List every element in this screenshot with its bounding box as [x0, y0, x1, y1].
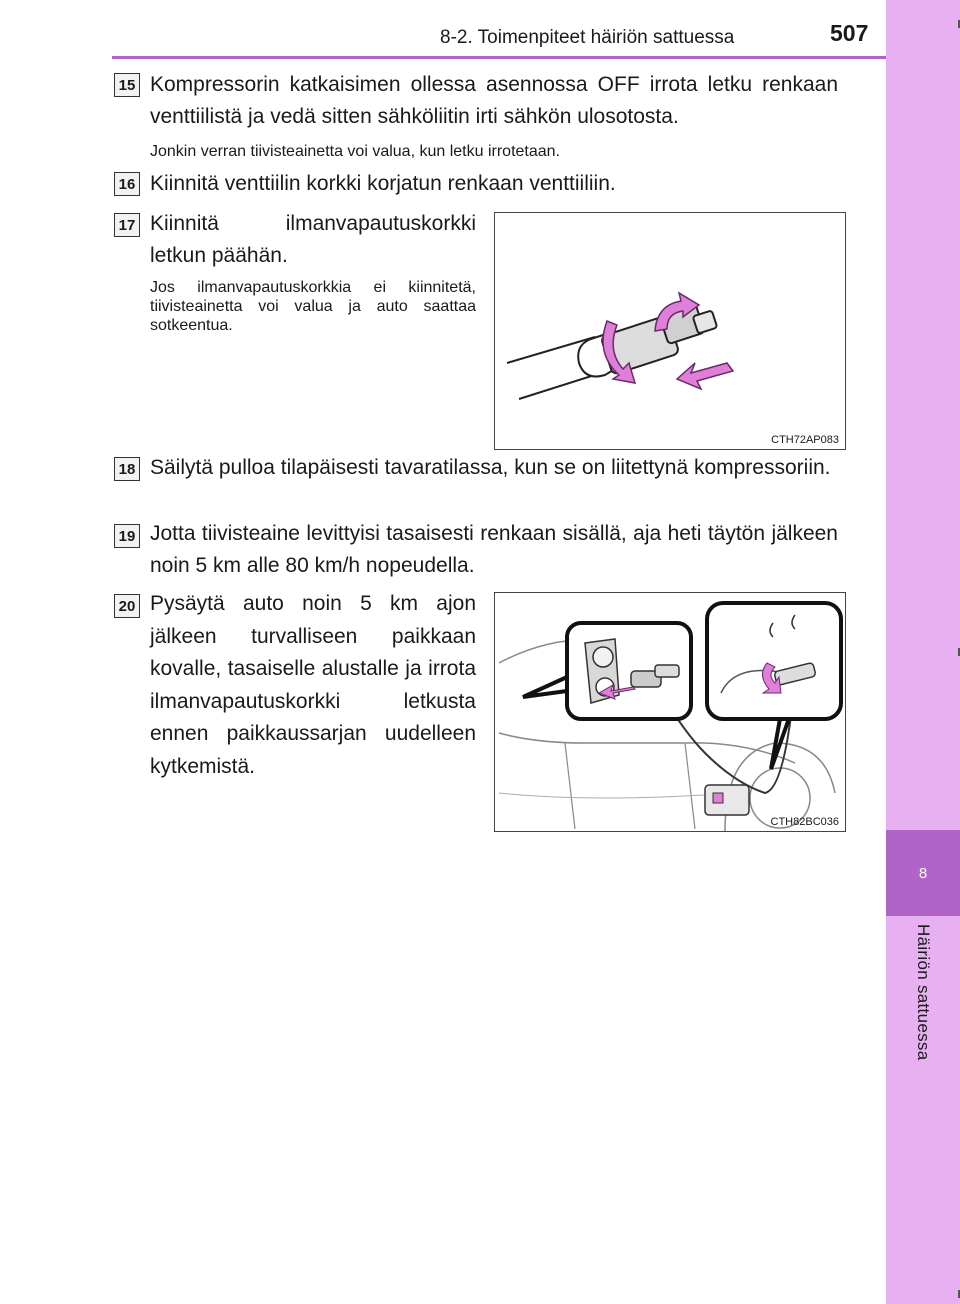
step-15-note: Jonkin verran tiivisteainetta voi valua, kun letku irrotetaan. — [150, 143, 560, 160]
page-number: 507 — [830, 20, 869, 46]
step-17-note: Jos ilmanvapautuskorkkia ei kiinnitetä, tiivisteainetta voi valua ja auto saattaa sotkeentua. — [150, 279, 476, 334]
step-15-text: Kompressorin katkaisimen ollessa asennossa OFF irrota letku renkaan venttiilistä ja vedä sitten sähköliitin irti sähkön ulosotosta. — [150, 73, 838, 128]
step-number-16: 16 — [114, 172, 140, 196]
hose-cap-illustration — [495, 213, 845, 449]
step-number-18: 18 — [114, 457, 140, 481]
car-compressor-illustration — [495, 593, 845, 831]
figure-code-1: CTH72AP083 — [771, 434, 839, 446]
step-20-text: Pysäytä auto noin 5 km ajon jälkeen turvalliseen paikkaan kovalle, tasaiselle alustalle ja irrota ilmanvapautuskorkki letkusta ennen paikkaussarjan uudelleen kytkemistä. — [150, 592, 476, 778]
section-title: 8-2. Toimenpiteet häiriön sattuessa — [440, 27, 735, 48]
header-rule — [112, 56, 886, 59]
step-number-17: 17 — [114, 213, 140, 237]
step-17-text: Kiinnitä ilmanvapautuskorkki letkun päähän. — [150, 212, 476, 267]
step-18-text: Säilytä pulloa tilapäisesti tavaratilassa, kun se on liitettynä kompressoriin. — [150, 456, 831, 479]
step-19-text: Jotta tiivisteaine levittyisi tasaisesti renkaan sisällä, aja heti täytön jälkeen noin 5 km alle 80 km/h nopeudella. — [150, 522, 838, 577]
chapter-side-tab — [886, 0, 960, 1304]
figure-car-compressor — [494, 592, 846, 832]
step-number-20: 20 — [114, 594, 140, 618]
figure-code-2: CTH82BC036 — [770, 816, 839, 828]
step-16-text: Kiinnitä venttiilin korkki korjatun renkaan venttiiliin. — [150, 172, 616, 195]
step-number-19: 19 — [114, 524, 140, 548]
step-number-15: 15 — [114, 73, 140, 97]
figure-hose-cap — [494, 212, 846, 450]
chapter-title: Häiriön sattuessa — [914, 924, 933, 1061]
push-arrow-icon — [677, 363, 733, 389]
chapter-number-badge: 8 — [886, 830, 960, 916]
chapter-title-vertical — [886, 924, 960, 1094]
